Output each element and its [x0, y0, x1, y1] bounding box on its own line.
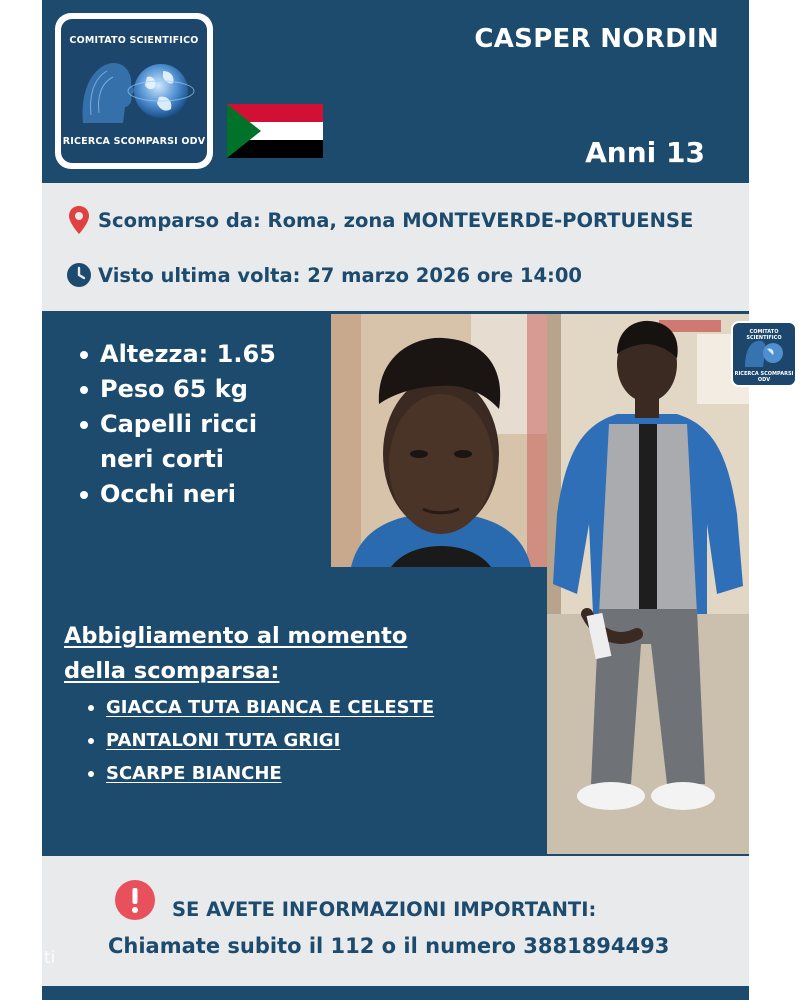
details-section — [42, 311, 794, 856]
info-band — [42, 183, 749, 311]
footer-bar — [42, 986, 749, 1000]
location-pin-icon — [64, 205, 94, 235]
call-instructions: Chiamate subito il 112 o il numero 3881894493 — [108, 934, 670, 958]
physical-details-list — [78, 337, 280, 512]
sudan-flag-icon — [227, 104, 323, 158]
missing-person-poster — [42, 0, 794, 1000]
clock-icon — [64, 260, 94, 290]
logo-title: COMITATO SCIENTIFICO — [69, 35, 199, 46]
detail-weight: Peso 65 kg — [78, 372, 280, 407]
organization-logo — [55, 13, 213, 169]
detail-eyes: Occhi neri — [78, 477, 280, 512]
globe-head-icon — [75, 53, 193, 131]
clothing-title: Abbigliamento al momento della scomparsa: — [64, 623, 408, 684]
clothing-item: PANTALONI TUTA GRIGI — [86, 724, 434, 757]
contact-footer — [42, 856, 749, 986]
photo-logo-badge: COMITATO SCIENTIFICO RICERCA SCOMPARSI ODV — [731, 321, 797, 387]
clothing-list — [86, 691, 434, 790]
person-age: Anni 13 — [585, 136, 705, 169]
detail-height: Altezza: 1.65 — [78, 337, 280, 372]
clothing-item: GIACCA TUTA BIANCA E CELESTE — [86, 691, 434, 724]
detail-hair: Capelli ricci neri corti — [78, 407, 280, 477]
edge-text-fragment: ti — [44, 948, 56, 968]
full-body-photo — [547, 314, 794, 854]
location-text: Scomparso da: Roma, zona MONTEVERDE-PORTUENSE — [98, 208, 694, 232]
info-prompt: SE AVETE INFORMAZIONI IMPORTANTI: — [172, 898, 597, 921]
clothing-item: SCARPE BIANCHE — [86, 757, 434, 790]
poster-header — [42, 0, 749, 183]
info-alert-icon — [114, 879, 156, 921]
last-seen-row — [64, 259, 582, 291]
face-photo — [331, 314, 547, 567]
logo-subtitle: RICERCA SCOMPARSI ODV — [62, 136, 206, 147]
location-row — [64, 204, 693, 236]
last-seen-text: Visto ultima volta: 27 marzo 2026 ore 14:00 — [98, 263, 582, 287]
person-name: CASPER NORDIN — [474, 24, 719, 54]
